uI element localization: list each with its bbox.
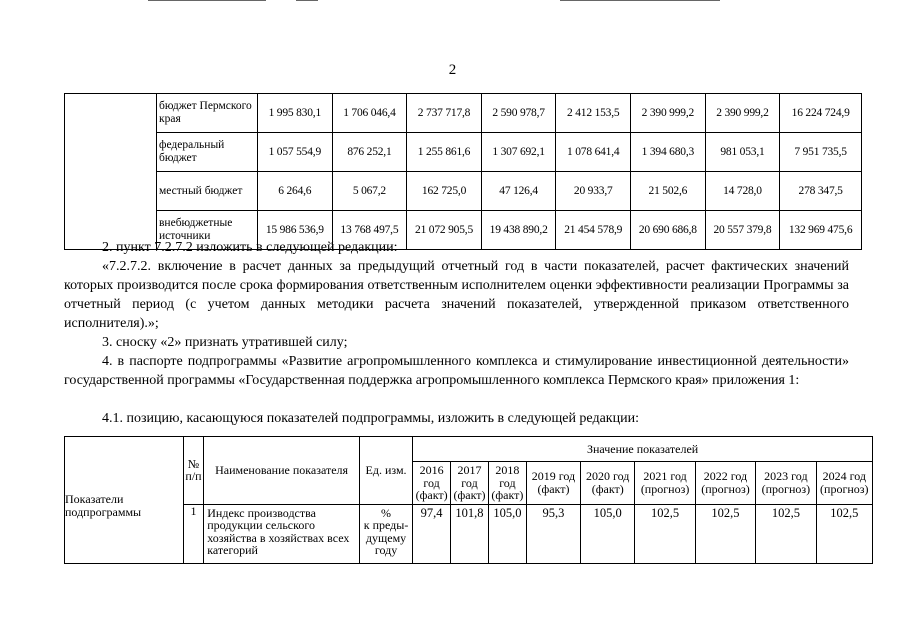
column-header-year [816, 462, 872, 505]
blank-cell [65, 94, 157, 250]
paragraph-item-4-1: 4.1. позицию, касающуюся показателей подпрограммы, изложить в следующей редакции: [102, 411, 639, 426]
value-cell: 16 224 724,9 [780, 94, 862, 133]
row-index: 1 [183, 504, 203, 563]
value-cell: 21 072 905,5 [407, 211, 482, 250]
value-cell: 105,0 [488, 504, 526, 563]
table-row [65, 133, 862, 172]
source-cell: бюджет Пермского края [157, 94, 258, 133]
year-note: (прогноз) [820, 481, 869, 496]
value-cell: 2 590 978,7 [481, 94, 556, 133]
column-header-values-group: Значение показателей [413, 437, 873, 462]
value-cell: 1 255 861,6 [407, 133, 482, 172]
year-note: (факт) [537, 481, 570, 496]
unit-symbol: % [381, 505, 392, 520]
year-note: (прогноз) [701, 481, 750, 496]
value-cell: 21 454 578,9 [556, 211, 631, 250]
paragraph-item-4: 4. в паспорте подпрограммы «Развитие агропромышленного комплекса и стимулирование инвестиционной деятельности» государственной программы «Государственная поддержка агропромышленного комплекса Пермского края» приложения 1: [64, 354, 849, 388]
column-header-year [695, 462, 755, 505]
value-cell: 162 725,0 [407, 172, 482, 211]
year-label: 2018 [495, 463, 520, 477]
source-cell: местный бюджет [157, 172, 258, 211]
value-cell: 278 347,5 [780, 172, 862, 211]
year-label: 2016 [419, 463, 444, 477]
top-scan-line [296, 0, 318, 1]
value-cell: 20 933,7 [556, 172, 631, 211]
value-cell: 1 307 692,1 [481, 133, 556, 172]
value-cell: 2 412 153,5 [556, 94, 631, 133]
column-header-year [451, 462, 489, 505]
value-cell: 1 995 830,1 [258, 94, 333, 133]
year-label: 2017 [457, 463, 482, 477]
year-label: 2019 год [531, 469, 576, 484]
year-note: (прогноз) [761, 481, 811, 496]
value-cell: 1 057 554,9 [258, 133, 333, 172]
column-header-year [413, 462, 451, 505]
paragraph-item-2: 2. пункт 7.2.7.2 изложить в следующей редакции: [102, 240, 398, 255]
value-cell: 20 690 686,8 [631, 211, 706, 250]
year-note: (прогноз) [640, 481, 690, 496]
source-cell: федеральный бюджет [157, 133, 258, 172]
value-cell: 97,4 [413, 504, 451, 563]
value-cell: 102,5 [635, 504, 695, 563]
indicator-table [64, 436, 873, 564]
value-cell: 102,5 [756, 504, 816, 563]
value-cell: 14 728,0 [705, 172, 780, 211]
year-label: 2021 год [643, 469, 687, 484]
column-header-year [526, 462, 580, 505]
value-cell: 15 986 536,9 [258, 211, 333, 250]
unit-cell [359, 504, 412, 563]
year-label: 2024 год [822, 469, 866, 484]
value-cell: 132 969 475,6 [780, 211, 862, 250]
value-cell: 105,0 [581, 504, 635, 563]
value-cell: 95,3 [526, 504, 580, 563]
value-cell: 20 557 379,8 [705, 211, 780, 250]
column-header-unit: Ед. изм. [359, 437, 412, 505]
year-note: год (факт) [453, 475, 486, 502]
year-note: год (факт) [491, 475, 524, 502]
value-cell: 102,5 [816, 504, 872, 563]
column-header-year [756, 462, 816, 505]
value-cell: 1 706 046,4 [332, 94, 407, 133]
value-cell: 2 390 999,2 [705, 94, 780, 133]
value-cell: 21 502,6 [631, 172, 706, 211]
value-cell: 2 390 999,2 [631, 94, 706, 133]
source-cell: внебюджетные источники [157, 211, 258, 250]
value-cell: 1 394 680,3 [631, 133, 706, 172]
column-header-year [581, 462, 635, 505]
year-note: год (факт) [415, 475, 448, 502]
year-note: (факт) [591, 481, 624, 496]
value-cell: 13 768 497,5 [332, 211, 407, 250]
top-scan-line [148, 0, 266, 1]
column-header-year [488, 462, 526, 505]
table-header-row [65, 437, 873, 462]
paragraph-item-3: 3. сноску «2» признать утратившей силу; [102, 335, 348, 350]
section-label: Показатели подпрограммы [65, 437, 184, 564]
column-header-index: № п/п [183, 437, 203, 505]
table-row [65, 504, 873, 563]
value-cell: 5 067,2 [332, 172, 407, 211]
indicator-name: Индекс производства продукции сельского хозяйства в хозяйствах всех категорий [204, 504, 360, 563]
year-label: 2022 год [703, 469, 748, 484]
table-row [65, 172, 862, 211]
value-cell: 2 737 717,8 [407, 94, 482, 133]
column-header-year [635, 462, 695, 505]
value-cell: 876 252,1 [332, 133, 407, 172]
column-header-name: Наименование показателя [204, 437, 360, 505]
value-cell: 47 126,4 [481, 172, 556, 211]
year-label: 2020 год [586, 469, 630, 484]
value-cell: 102,5 [695, 504, 755, 563]
value-cell: 7 951 735,5 [780, 133, 862, 172]
value-cell: 19 438 890,2 [481, 211, 556, 250]
value-cell: 1 078 641,4 [556, 133, 631, 172]
value-cell: 101,8 [451, 504, 489, 563]
top-scan-line [560, 0, 720, 1]
budget-table [64, 93, 862, 250]
paragraph-quote-7-2-7-2: «7.2.7.2. включение в расчет данных за предыдущий отчетный год в части показателей, расчет фактических значений которых производится после срока формирования ответственным исполнителем оценки эффективности реализации Программы за отчетный период (с учетом данных методики расчета значений показателей, утвержденной приказом ответственного исполнителя).»; [64, 259, 849, 331]
value-cell: 981 053,1 [705, 133, 780, 172]
table-row [65, 94, 862, 133]
year-label: 2023 год [764, 469, 808, 484]
page-number: 2 [448, 62, 457, 78]
value-cell: 6 264,6 [258, 172, 333, 211]
unit-text: к преды-дущему году [363, 518, 409, 557]
